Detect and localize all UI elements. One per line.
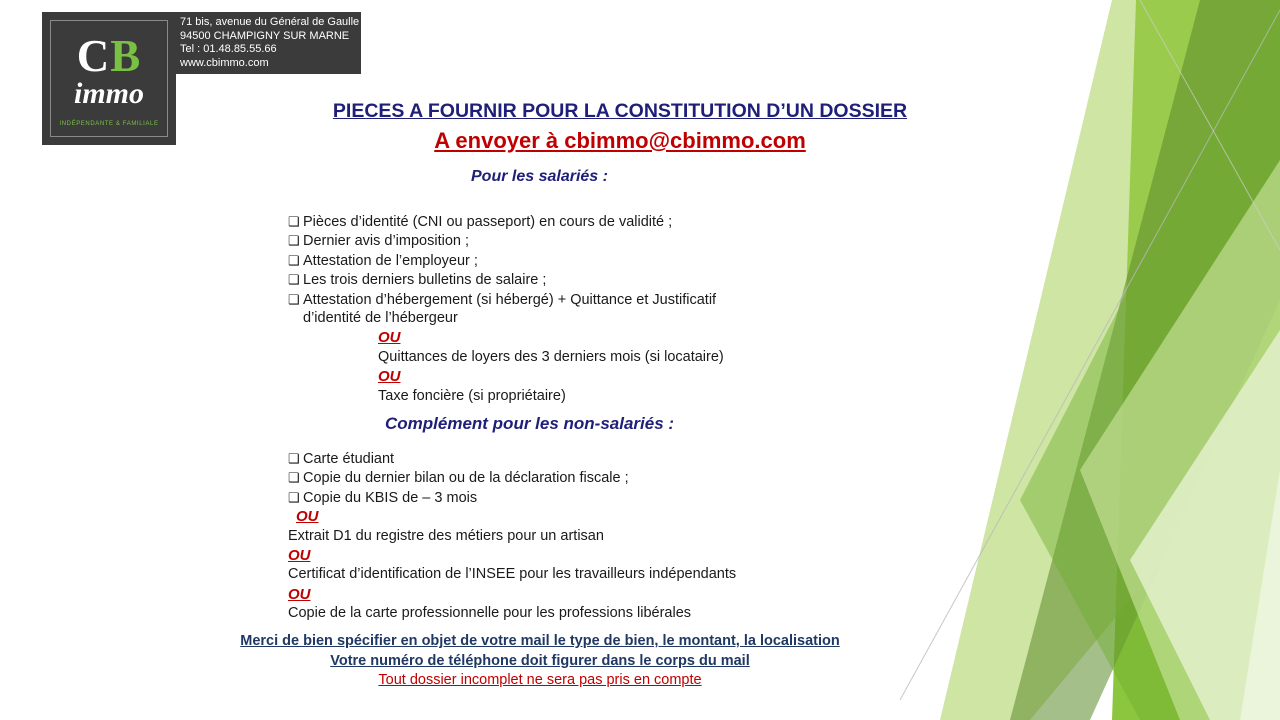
address-line-4: www.cbimmo.com bbox=[180, 56, 269, 69]
checkbox-icon: ❑ bbox=[288, 233, 300, 249]
section-heading-non-salaries: Complément pour les non-salariés : bbox=[385, 414, 675, 433]
list-item-label: Les trois derniers bulletins de salaire ; bbox=[303, 272, 547, 289]
alternative-option: Certificat d’identification de l’INSEE pour les travailleurs indépendants bbox=[288, 566, 737, 583]
checkbox-icon: ❑ bbox=[288, 291, 300, 307]
list-item bbox=[288, 488, 736, 507]
email-instruction: A envoyer à cbimmo@cbimmo.com bbox=[434, 128, 806, 153]
list-item-label: Carte étudiant bbox=[303, 451, 395, 467]
checkbox-icon: ❑ bbox=[288, 470, 300, 486]
address-line-1: 71 bis, avenue du Général de Gaulle bbox=[180, 16, 360, 28]
logo-tagline: INDÉPENDANTE & FAMILIALE bbox=[59, 121, 159, 127]
list-item-label: Attestation de l’employeur ; bbox=[303, 252, 478, 269]
footer-note-phone: Votre numéro de téléphone doit figurer dans le corps du mail bbox=[330, 653, 750, 669]
checkbox-icon: ❑ bbox=[288, 489, 300, 505]
list-item bbox=[288, 270, 724, 289]
logo-letter-b: B bbox=[110, 31, 142, 81]
ou-label: OU bbox=[288, 585, 311, 603]
list-item-label: Copie du KBIS de – 3 mois bbox=[303, 489, 478, 506]
list-item-continuation: d’identité de l’hébergeur bbox=[303, 309, 458, 326]
address-line-3: Tel : 01.48.85.55.66 bbox=[180, 43, 277, 55]
company-address bbox=[180, 16, 359, 70]
checkbox-icon: ❑ bbox=[288, 451, 300, 466]
ou-label: OU bbox=[288, 546, 311, 564]
list-item-label: Attestation d’hébergement (si hébergé) + Quittance et Justificatif bbox=[303, 291, 717, 308]
alternative-option: Taxe foncière (si propriétaire) bbox=[378, 387, 566, 404]
list-item bbox=[288, 449, 736, 468]
list-item bbox=[288, 212, 724, 231]
non-salaries-document-list bbox=[288, 449, 736, 624]
checkbox-icon: ❑ bbox=[288, 272, 300, 288]
alternative-separator bbox=[288, 546, 736, 565]
footer-note-incomplete: Tout dossier incomplet ne sera pas pris en compte bbox=[378, 672, 702, 688]
list-item bbox=[288, 290, 724, 309]
logo-cb-text bbox=[51, 31, 167, 81]
alternative-separator bbox=[288, 367, 724, 386]
section-heading-salaries: Pour les salariés : bbox=[471, 168, 608, 185]
page-title: PIECES A FOURNIR POUR LA CONSTITUTION D’UN DOSSIER bbox=[332, 100, 908, 122]
company-logo bbox=[42, 12, 176, 145]
salaries-document-list bbox=[288, 212, 724, 406]
address-line-2: 94500 CHAMPIGNY SUR MARNE bbox=[180, 29, 350, 42]
ou-label: OU bbox=[296, 508, 319, 526]
list-item bbox=[288, 251, 724, 270]
logo-frame bbox=[50, 20, 168, 137]
list-item bbox=[288, 231, 724, 250]
alternative-option: Quittances de loyers des 3 derniers mois (si locataire) bbox=[378, 348, 724, 365]
checkbox-icon: ❑ bbox=[288, 252, 300, 268]
ou-label: OU bbox=[378, 329, 401, 347]
alternative-separator bbox=[288, 507, 736, 526]
list-item bbox=[288, 468, 736, 487]
checkbox-icon: ❑ bbox=[288, 214, 300, 229]
list-item-label: Copie du dernier bilan ou de la déclaration fiscale ; bbox=[303, 470, 629, 487]
list-item-label: Dernier avis d’imposition ; bbox=[303, 233, 470, 250]
alternative-separator bbox=[288, 328, 724, 347]
footer-note-subject: Merci de bien spécifier en objet de votre mail le type de bien, le montant, la localisation bbox=[240, 633, 840, 649]
list-item-label: Pièces d’identité (CNI ou passeport) en cours de validité ; bbox=[303, 214, 673, 230]
logo-letter-c: C bbox=[76, 31, 111, 81]
alternative-option: Copie de la carte professionnelle pour les professions libérales bbox=[288, 605, 692, 622]
ou-label: OU bbox=[378, 368, 401, 386]
alternative-option: Extrait D1 du registre des métiers pour un artisan bbox=[288, 527, 604, 544]
alternative-separator bbox=[288, 585, 736, 604]
logo-immo-text: immo bbox=[73, 77, 144, 110]
